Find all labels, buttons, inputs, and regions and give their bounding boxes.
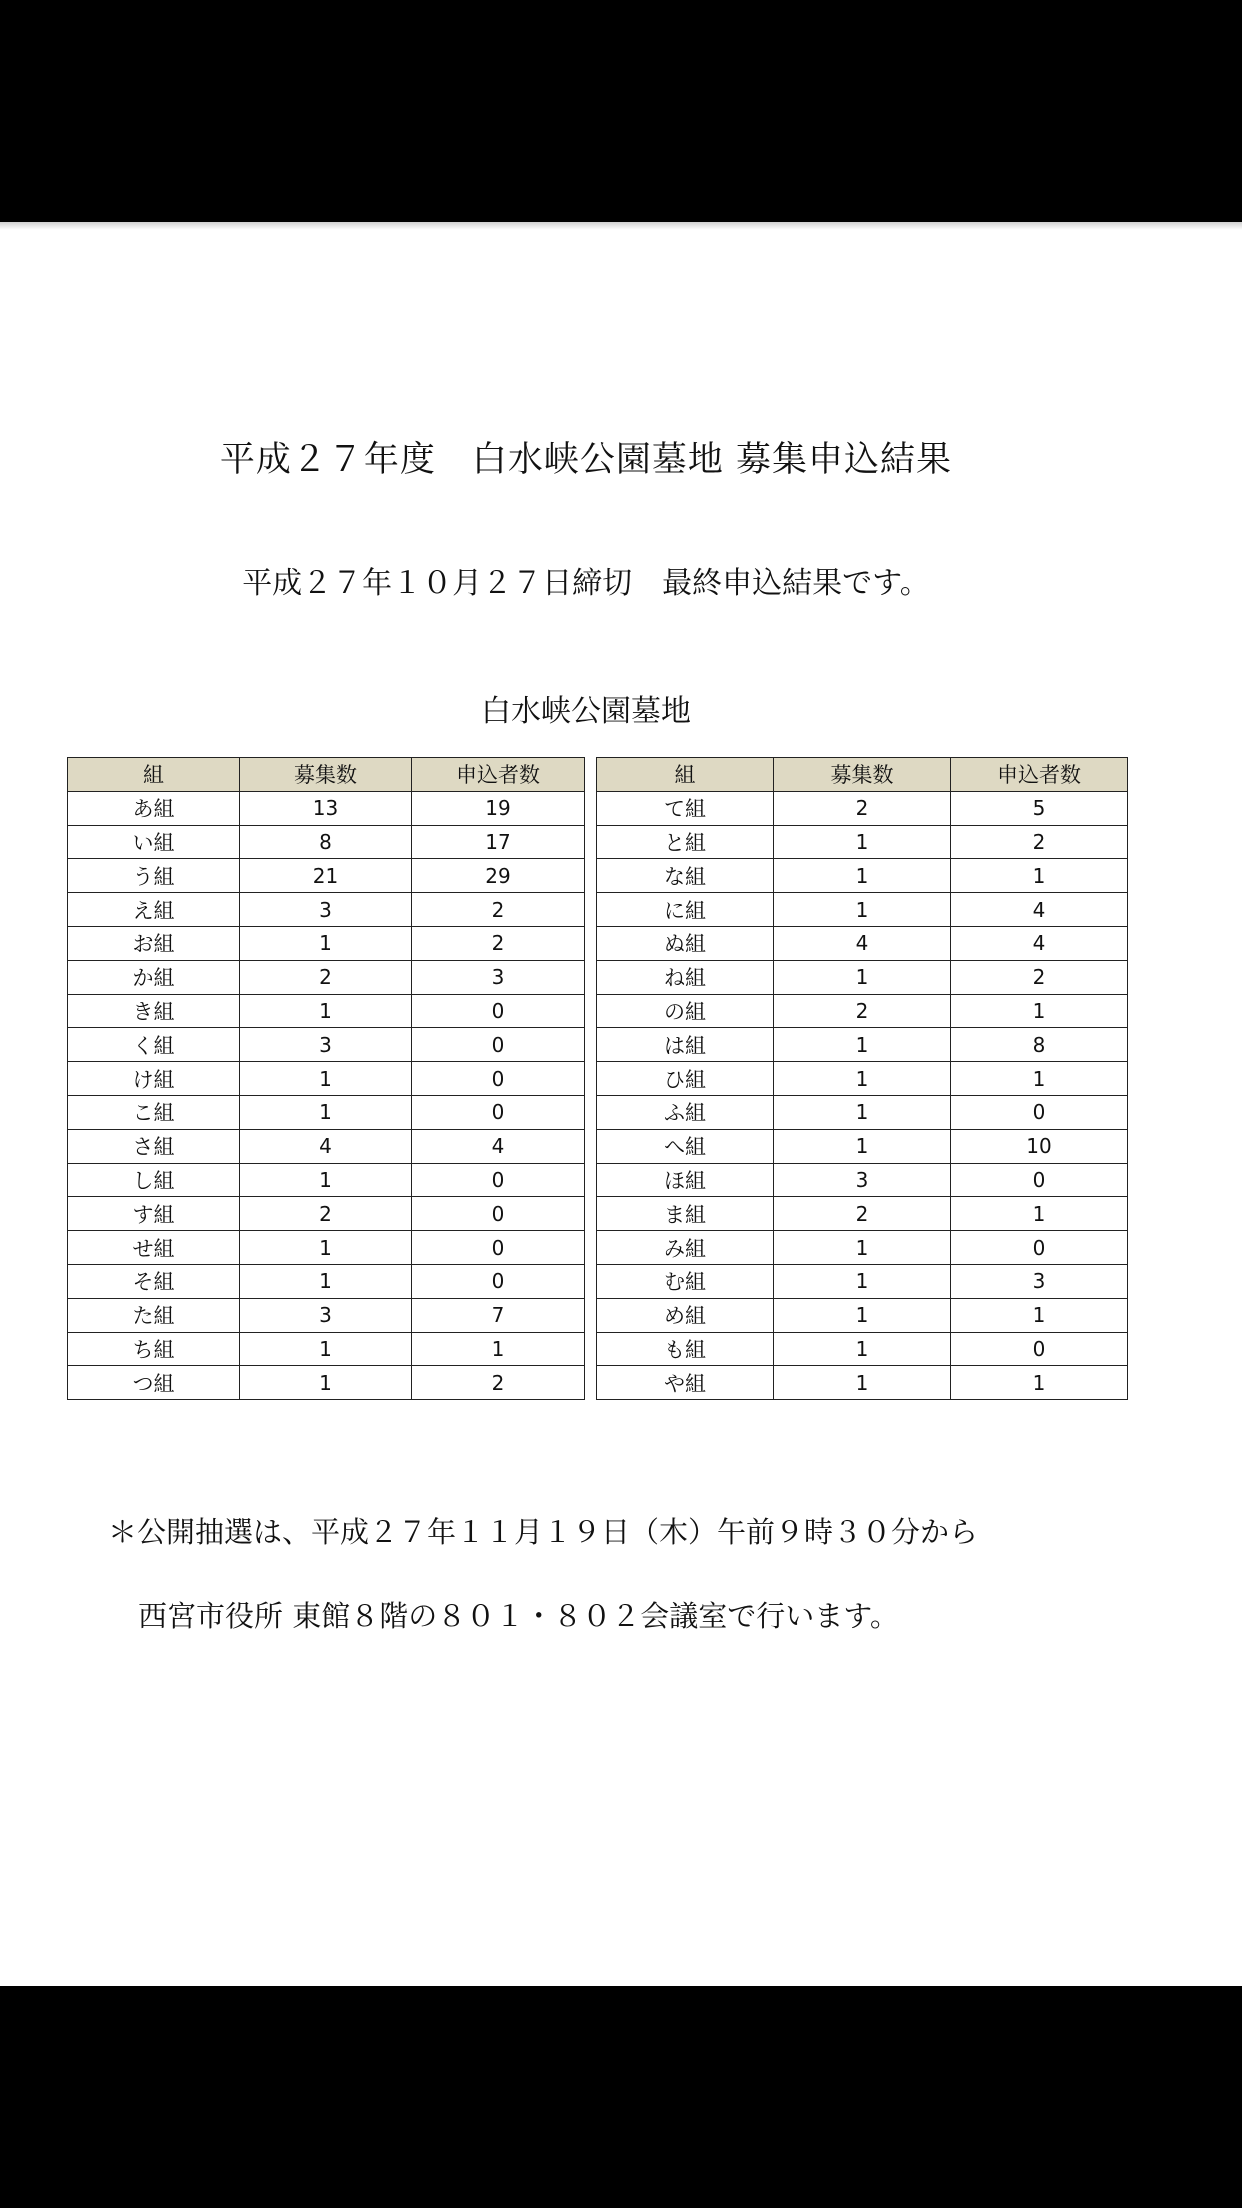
cell-applicants: 19 bbox=[412, 791, 585, 825]
table-row bbox=[597, 1298, 1128, 1332]
column-header-group: 組 bbox=[597, 758, 774, 792]
table-row bbox=[597, 994, 1128, 1028]
cell-group: た組 bbox=[68, 1298, 240, 1332]
column-header-group: 組 bbox=[68, 758, 240, 792]
cell-applicants: 17 bbox=[412, 825, 585, 859]
cell-group: え組 bbox=[68, 893, 240, 927]
cell-applicants: 1 bbox=[951, 1197, 1128, 1231]
cell-group: は組 bbox=[597, 1028, 774, 1062]
cell-group: ま組 bbox=[597, 1197, 774, 1231]
cell-capacity: 1 bbox=[774, 1028, 951, 1062]
table-row bbox=[68, 791, 585, 825]
table-row bbox=[597, 859, 1128, 893]
table-heading: 白水峡公園墓地 bbox=[481, 694, 691, 729]
table-row bbox=[68, 1298, 585, 1332]
cell-group: き組 bbox=[68, 994, 240, 1028]
cell-capacity: 1 bbox=[774, 1129, 951, 1163]
table-row bbox=[68, 926, 585, 960]
table-row bbox=[68, 1366, 585, 1400]
cell-applicants: 0 bbox=[412, 994, 585, 1028]
cell-capacity: 8 bbox=[240, 825, 412, 859]
cell-group: み組 bbox=[597, 1231, 774, 1265]
table-header-row bbox=[68, 758, 585, 792]
cell-group: ち組 bbox=[68, 1332, 240, 1366]
cell-capacity: 3 bbox=[774, 1163, 951, 1197]
table-row bbox=[68, 859, 585, 893]
table-row bbox=[597, 1231, 1128, 1265]
cell-applicants: 4 bbox=[951, 893, 1128, 927]
cell-capacity: 2 bbox=[240, 960, 412, 994]
cell-capacity: 1 bbox=[240, 1366, 412, 1400]
cell-capacity: 1 bbox=[240, 1332, 412, 1366]
table-row bbox=[68, 1163, 585, 1197]
cell-group: う組 bbox=[68, 859, 240, 893]
cell-capacity: 1 bbox=[774, 1095, 951, 1129]
cell-group: む組 bbox=[597, 1264, 774, 1298]
cell-applicants: 0 bbox=[412, 1264, 585, 1298]
cell-capacity: 1 bbox=[774, 1231, 951, 1265]
cell-applicants: 2 bbox=[951, 825, 1128, 859]
table-row bbox=[597, 1028, 1128, 1062]
cell-group: ふ組 bbox=[597, 1095, 774, 1129]
table-row bbox=[597, 1163, 1128, 1197]
table-row bbox=[597, 1366, 1128, 1400]
cell-applicants: 7 bbox=[412, 1298, 585, 1332]
cell-applicants: 0 bbox=[951, 1095, 1128, 1129]
cell-group: ひ組 bbox=[597, 1062, 774, 1096]
page-top-edge bbox=[0, 222, 1242, 230]
cell-group: な組 bbox=[597, 859, 774, 893]
table-row bbox=[597, 1264, 1128, 1298]
cell-capacity: 1 bbox=[774, 893, 951, 927]
cell-applicants: 10 bbox=[951, 1129, 1128, 1163]
cell-capacity: 1 bbox=[774, 859, 951, 893]
cell-applicants: 0 bbox=[951, 1231, 1128, 1265]
cell-applicants: 1 bbox=[951, 1298, 1128, 1332]
table-row bbox=[68, 1264, 585, 1298]
cell-group: し組 bbox=[68, 1163, 240, 1197]
cell-capacity: 1 bbox=[774, 1264, 951, 1298]
cell-group: こ組 bbox=[68, 1095, 240, 1129]
cell-capacity: 1 bbox=[240, 994, 412, 1028]
cell-group: に組 bbox=[597, 893, 774, 927]
cell-capacity: 1 bbox=[774, 1062, 951, 1096]
document-subtitle: 平成２７年１０月２７日締切 最終申込結果です。 bbox=[242, 566, 930, 601]
cell-capacity: 1 bbox=[240, 1231, 412, 1265]
table-row bbox=[597, 893, 1128, 927]
table-row bbox=[597, 1129, 1128, 1163]
cell-capacity: 1 bbox=[774, 960, 951, 994]
table-row bbox=[68, 1231, 585, 1265]
top-black-bar bbox=[0, 0, 1242, 222]
cell-capacity: 2 bbox=[240, 1197, 412, 1231]
cell-group: け組 bbox=[68, 1062, 240, 1096]
cell-capacity: 2 bbox=[774, 994, 951, 1028]
cell-applicants: 1 bbox=[951, 859, 1128, 893]
cell-applicants: 2 bbox=[412, 893, 585, 927]
cell-applicants: 5 bbox=[951, 791, 1128, 825]
cell-group: い組 bbox=[68, 825, 240, 859]
cell-capacity: 1 bbox=[774, 1366, 951, 1400]
column-header-capacity: 募集数 bbox=[240, 758, 412, 792]
cell-applicants: 0 bbox=[412, 1231, 585, 1265]
cell-applicants: 29 bbox=[412, 859, 585, 893]
cell-applicants: 1 bbox=[951, 1366, 1128, 1400]
cell-capacity: 1 bbox=[774, 1298, 951, 1332]
cell-applicants: 0 bbox=[412, 1028, 585, 1062]
results-table-right bbox=[596, 757, 1128, 1400]
cell-applicants: 0 bbox=[951, 1332, 1128, 1366]
cell-applicants: 8 bbox=[951, 1028, 1128, 1062]
cell-applicants: 0 bbox=[412, 1095, 585, 1129]
document-title: 平成２７年度 白水峡公園墓地 募集申込結果 bbox=[219, 440, 953, 480]
table-row bbox=[68, 960, 585, 994]
cell-capacity: 2 bbox=[774, 791, 951, 825]
cell-group: か組 bbox=[68, 960, 240, 994]
cell-group: へ組 bbox=[597, 1129, 774, 1163]
cell-applicants: 3 bbox=[951, 1264, 1128, 1298]
cell-capacity: 1 bbox=[240, 1062, 412, 1096]
cell-group: も組 bbox=[597, 1332, 774, 1366]
cell-capacity: 3 bbox=[240, 1298, 412, 1332]
cell-capacity: 1 bbox=[240, 1095, 412, 1129]
cell-capacity: 1 bbox=[774, 825, 951, 859]
cell-capacity: 21 bbox=[240, 859, 412, 893]
cell-group: ぬ組 bbox=[597, 926, 774, 960]
cell-group: ね組 bbox=[597, 960, 774, 994]
cell-group: す組 bbox=[68, 1197, 240, 1231]
table-row bbox=[68, 1062, 585, 1096]
cell-group: と組 bbox=[597, 825, 774, 859]
table-header-row bbox=[597, 758, 1128, 792]
table-row bbox=[68, 825, 585, 859]
cell-applicants: 3 bbox=[412, 960, 585, 994]
cell-capacity: 13 bbox=[240, 791, 412, 825]
table-row bbox=[68, 893, 585, 927]
column-header-applicants: 申込者数 bbox=[412, 758, 585, 792]
lottery-note-line2: 西宮市役所 東館８階の８０１・８０２会議室で行います。 bbox=[138, 1599, 899, 1633]
cell-group: の組 bbox=[597, 994, 774, 1028]
cell-group: お組 bbox=[68, 926, 240, 960]
cell-applicants: 0 bbox=[412, 1197, 585, 1231]
cell-capacity: 2 bbox=[774, 1197, 951, 1231]
cell-capacity: 1 bbox=[240, 1163, 412, 1197]
table-row bbox=[68, 1332, 585, 1366]
cell-group: ほ組 bbox=[597, 1163, 774, 1197]
cell-applicants: 1 bbox=[412, 1332, 585, 1366]
cell-applicants: 2 bbox=[412, 926, 585, 960]
column-header-applicants: 申込者数 bbox=[951, 758, 1128, 792]
cell-applicants: 2 bbox=[412, 1366, 585, 1400]
cell-applicants: 0 bbox=[412, 1163, 585, 1197]
cell-group: そ組 bbox=[68, 1264, 240, 1298]
table-row bbox=[597, 1332, 1128, 1366]
table-row bbox=[68, 1129, 585, 1163]
table-row bbox=[597, 1197, 1128, 1231]
cell-applicants: 2 bbox=[951, 960, 1128, 994]
cell-group: さ組 bbox=[68, 1129, 240, 1163]
table-row bbox=[597, 926, 1128, 960]
cell-capacity: 1 bbox=[240, 1264, 412, 1298]
cell-capacity: 4 bbox=[240, 1129, 412, 1163]
cell-group: せ組 bbox=[68, 1231, 240, 1265]
table-row bbox=[68, 1028, 585, 1062]
cell-applicants: 4 bbox=[412, 1129, 585, 1163]
column-header-capacity: 募集数 bbox=[774, 758, 951, 792]
results-table-left bbox=[67, 757, 585, 1400]
table-row bbox=[68, 994, 585, 1028]
cell-applicants: 0 bbox=[951, 1163, 1128, 1197]
lottery-note-line1: ＊公開抽選は、平成２７年１１月１９日（木）午前９時３０分から bbox=[108, 1515, 979, 1549]
cell-group: て組 bbox=[597, 791, 774, 825]
cell-group: く組 bbox=[68, 1028, 240, 1062]
table-row bbox=[597, 1095, 1128, 1129]
cell-applicants: 1 bbox=[951, 1062, 1128, 1096]
cell-capacity: 4 bbox=[774, 926, 951, 960]
bottom-black-bar bbox=[0, 1986, 1242, 2208]
cell-capacity: 3 bbox=[240, 893, 412, 927]
cell-group: あ組 bbox=[68, 791, 240, 825]
table-row bbox=[597, 825, 1128, 859]
cell-group: や組 bbox=[597, 1366, 774, 1400]
table-row bbox=[597, 791, 1128, 825]
table-row bbox=[68, 1095, 585, 1129]
table-row bbox=[597, 960, 1128, 994]
cell-applicants: 1 bbox=[951, 994, 1128, 1028]
cell-group: つ組 bbox=[68, 1366, 240, 1400]
cell-applicants: 4 bbox=[951, 926, 1128, 960]
cell-applicants: 0 bbox=[412, 1062, 585, 1096]
cell-capacity: 1 bbox=[774, 1332, 951, 1366]
table-row bbox=[597, 1062, 1128, 1096]
table-row bbox=[68, 1197, 585, 1231]
cell-capacity: 3 bbox=[240, 1028, 412, 1062]
cell-group: め組 bbox=[597, 1298, 774, 1332]
cell-capacity: 1 bbox=[240, 926, 412, 960]
